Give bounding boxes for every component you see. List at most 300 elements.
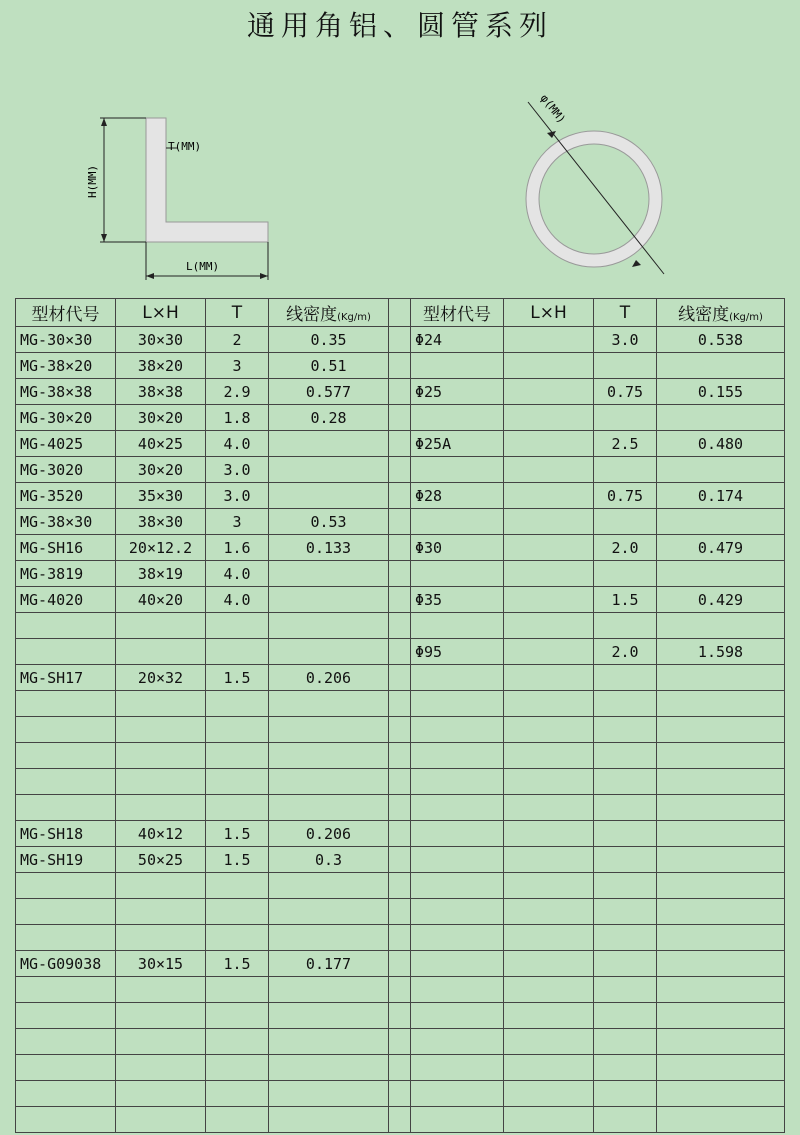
cell-code: MG-3819 (16, 561, 116, 587)
cell-t-right (594, 873, 657, 899)
cell-density-right (657, 899, 785, 925)
cell-code-right (411, 769, 504, 795)
cell-density-right (657, 509, 785, 535)
cell-lh (116, 873, 206, 899)
cell-density-right (657, 1055, 785, 1081)
cell-density (269, 457, 389, 483)
cell-code: MG-3520 (16, 483, 116, 509)
cell-t (206, 691, 269, 717)
cell-code-right: Φ25 (411, 379, 504, 405)
cell-density-right: 0.480 (657, 431, 785, 457)
table-row (16, 353, 785, 379)
table-divider (389, 1107, 411, 1133)
cell-t-right (594, 951, 657, 977)
table-divider (389, 561, 411, 587)
cell-t: 1.6 (206, 535, 269, 561)
cell-lh (116, 795, 206, 821)
cell-t (206, 1029, 269, 1055)
cell-density (269, 613, 389, 639)
cell-density-right (657, 873, 785, 899)
cell-code-right (411, 795, 504, 821)
cell-code-right (411, 977, 504, 1003)
length-label: L(MM) (186, 260, 220, 273)
cell-t-right (594, 1107, 657, 1133)
cell-code-right (411, 691, 504, 717)
cell-t-right: 2.0 (594, 535, 657, 561)
cell-code-right: Φ28 (411, 483, 504, 509)
table-divider (389, 1029, 411, 1055)
cell-t (206, 1055, 269, 1081)
header-density-right: 线密度(Kg/m) (657, 299, 785, 327)
table-divider (389, 743, 411, 769)
cell-code: MG-38×38 (16, 379, 116, 405)
round-tube-drawing (526, 102, 664, 274)
cell-density-right (657, 977, 785, 1003)
cell-lh: 35×30 (116, 483, 206, 509)
cell-code (16, 795, 116, 821)
cell-lh-right (504, 717, 594, 743)
table-divider (389, 483, 411, 509)
cell-t-right (594, 1029, 657, 1055)
cell-density-right (657, 1081, 785, 1107)
cell-density (269, 639, 389, 665)
cell-t-right (594, 1003, 657, 1029)
cell-density: 0.577 (269, 379, 389, 405)
cell-t: 3 (206, 509, 269, 535)
cell-density-right (657, 821, 785, 847)
cell-lh: 38×38 (116, 379, 206, 405)
cell-code: MG-38×30 (16, 509, 116, 535)
cell-density (269, 1107, 389, 1133)
cell-density (269, 1055, 389, 1081)
cell-density-right (657, 951, 785, 977)
cell-lh-right (504, 795, 594, 821)
cell-density (269, 587, 389, 613)
cell-density (269, 1081, 389, 1107)
cell-t-right: 0.75 (594, 379, 657, 405)
cell-lh: 40×20 (116, 587, 206, 613)
cell-code-right (411, 457, 504, 483)
cell-t (206, 795, 269, 821)
cell-lh: 38×20 (116, 353, 206, 379)
cell-density-right: 0.174 (657, 483, 785, 509)
cell-t: 2.9 (206, 379, 269, 405)
cell-lh: 38×19 (116, 561, 206, 587)
cell-lh-right (504, 1081, 594, 1107)
table-divider (389, 795, 411, 821)
cell-t: 1.5 (206, 847, 269, 873)
cell-t-right (594, 977, 657, 1003)
cell-code: MG-G09038 (16, 951, 116, 977)
table-row (16, 925, 785, 951)
cell-t: 1.5 (206, 665, 269, 691)
cell-lh-right (504, 691, 594, 717)
header-lh-right: L×H (504, 299, 594, 327)
cell-t: 4.0 (206, 561, 269, 587)
cell-density (269, 483, 389, 509)
cell-density: 0.206 (269, 665, 389, 691)
table-row (16, 405, 785, 431)
cell-lh-right (504, 977, 594, 1003)
cell-code-right (411, 1081, 504, 1107)
height-label: H(MM) (86, 164, 99, 198)
cell-t-right (594, 509, 657, 535)
cell-density-right: 1.598 (657, 639, 785, 665)
cell-density (269, 795, 389, 821)
cell-density-right (657, 847, 785, 873)
cell-density (269, 1029, 389, 1055)
cell-t (206, 743, 269, 769)
cell-lh (116, 1107, 206, 1133)
cell-t (206, 717, 269, 743)
cell-code-right (411, 561, 504, 587)
table-divider (389, 457, 411, 483)
table-divider (389, 951, 411, 977)
cell-density (269, 717, 389, 743)
table-header-row (16, 299, 785, 327)
cell-code-right (411, 743, 504, 769)
cell-lh (116, 925, 206, 951)
cell-density-right (657, 561, 785, 587)
cell-code (16, 977, 116, 1003)
cell-code-right (411, 509, 504, 535)
cell-density (269, 691, 389, 717)
cell-t-right (594, 405, 657, 431)
cell-code: MG-30×20 (16, 405, 116, 431)
table-row (16, 1055, 785, 1081)
cell-density-right: 0.479 (657, 535, 785, 561)
cell-lh (116, 1081, 206, 1107)
cell-lh-right (504, 743, 594, 769)
cell-density (269, 925, 389, 951)
cell-lh (116, 1055, 206, 1081)
header-code-right: 型材代号 (411, 299, 504, 327)
cell-lh: 30×30 (116, 327, 206, 353)
cell-code-right (411, 899, 504, 925)
cell-lh-right (504, 1029, 594, 1055)
cell-code (16, 1055, 116, 1081)
cell-code (16, 613, 116, 639)
cell-code-right (411, 1029, 504, 1055)
cell-t-right (594, 795, 657, 821)
cell-density: 0.53 (269, 509, 389, 535)
cell-code-right: Φ95 (411, 639, 504, 665)
cell-t-right (594, 743, 657, 769)
table-row (16, 795, 785, 821)
cell-code-right (411, 665, 504, 691)
cell-density-right (657, 405, 785, 431)
cell-density-right: 0.155 (657, 379, 785, 405)
cell-code-right (411, 847, 504, 873)
cell-code-right (411, 1107, 504, 1133)
cell-lh: 20×12.2 (116, 535, 206, 561)
cell-code-right (411, 925, 504, 951)
cell-density (269, 1003, 389, 1029)
cell-density-right (657, 457, 785, 483)
cell-density: 0.51 (269, 353, 389, 379)
cell-lh-right (504, 587, 594, 613)
cell-t: 3.0 (206, 483, 269, 509)
cell-lh-right (504, 509, 594, 535)
table-row (16, 691, 785, 717)
cell-t-right: 2.0 (594, 639, 657, 665)
cell-code: MG-SH16 (16, 535, 116, 561)
cell-t (206, 899, 269, 925)
cell-t (206, 639, 269, 665)
cell-t: 3 (206, 353, 269, 379)
cell-lh-right (504, 821, 594, 847)
table-row (16, 665, 785, 691)
table-row (16, 769, 785, 795)
cell-t: 4.0 (206, 587, 269, 613)
cell-density: 0.35 (269, 327, 389, 353)
cell-code-right (411, 613, 504, 639)
cell-code-right: Φ30 (411, 535, 504, 561)
cell-t-right: 3.0 (594, 327, 657, 353)
cell-code: MG-4020 (16, 587, 116, 613)
header-density: 线密度(Kg/m) (269, 299, 389, 327)
cell-density: 0.28 (269, 405, 389, 431)
cell-t-right (594, 561, 657, 587)
cell-code: MG-38×20 (16, 353, 116, 379)
cell-lh-right (504, 665, 594, 691)
cell-t (206, 1107, 269, 1133)
table-divider (389, 353, 411, 379)
cell-code (16, 743, 116, 769)
cell-code (16, 899, 116, 925)
table-divider (389, 665, 411, 691)
table-row (16, 587, 785, 613)
profile-spec-table (15, 298, 785, 1133)
cell-t-right (594, 691, 657, 717)
header-code: 型材代号 (16, 299, 116, 327)
cell-density: 0.206 (269, 821, 389, 847)
cell-t-right: 1.5 (594, 587, 657, 613)
cell-t: 1.5 (206, 951, 269, 977)
cell-density-right (657, 925, 785, 951)
cell-density: 0.133 (269, 535, 389, 561)
cell-code (16, 873, 116, 899)
table-row (16, 379, 785, 405)
table-row (16, 899, 785, 925)
cell-lh (116, 1029, 206, 1055)
table-row (16, 1107, 785, 1133)
cell-t: 3.0 (206, 457, 269, 483)
cell-density-right (657, 717, 785, 743)
table-divider (389, 821, 411, 847)
cell-lh-right (504, 457, 594, 483)
cell-lh-right (504, 847, 594, 873)
table-divider (389, 405, 411, 431)
table-row (16, 483, 785, 509)
cell-density (269, 561, 389, 587)
cell-t-right (594, 1055, 657, 1081)
cell-density-right: 0.538 (657, 327, 785, 353)
cell-code-right: Φ35 (411, 587, 504, 613)
table-row (16, 847, 785, 873)
cell-t (206, 1003, 269, 1029)
table-divider (389, 327, 411, 353)
cell-lh-right (504, 327, 594, 353)
cell-lh-right (504, 769, 594, 795)
cell-density-right (657, 613, 785, 639)
cell-lh-right (504, 639, 594, 665)
cell-t-right (594, 847, 657, 873)
table-divider (389, 977, 411, 1003)
table-row (16, 561, 785, 587)
cell-code-right (411, 1003, 504, 1029)
table-divider (389, 769, 411, 795)
cell-density-right (657, 665, 785, 691)
table-divider (389, 613, 411, 639)
cell-density-right: 0.429 (657, 587, 785, 613)
cell-density-right (657, 1029, 785, 1055)
cell-lh: 30×20 (116, 457, 206, 483)
cell-code (16, 691, 116, 717)
cell-lh: 40×12 (116, 821, 206, 847)
cell-density-right (657, 1003, 785, 1029)
cell-lh: 30×20 (116, 405, 206, 431)
cell-lh: 50×25 (116, 847, 206, 873)
table-row (16, 1081, 785, 1107)
cell-code (16, 925, 116, 951)
cell-lh (116, 899, 206, 925)
cell-t-right (594, 821, 657, 847)
cell-code (16, 1107, 116, 1133)
cell-lh (116, 639, 206, 665)
cell-density-right (657, 795, 785, 821)
cell-code-right (411, 873, 504, 899)
cell-code (16, 1029, 116, 1055)
cell-code: MG-SH17 (16, 665, 116, 691)
table-divider (389, 899, 411, 925)
cell-lh (116, 977, 206, 1003)
cell-density (269, 873, 389, 899)
table-divider (389, 1003, 411, 1029)
cell-density (269, 743, 389, 769)
cell-lh-right (504, 1107, 594, 1133)
table-row (16, 535, 785, 561)
cell-lh (116, 1003, 206, 1029)
cell-density (269, 977, 389, 1003)
cell-t (206, 1081, 269, 1107)
table-row (16, 1029, 785, 1055)
table-divider (389, 717, 411, 743)
cell-lh (116, 691, 206, 717)
cell-t-right (594, 613, 657, 639)
cell-lh (116, 769, 206, 795)
table-divider (389, 1055, 411, 1081)
cell-t (206, 873, 269, 899)
table-row (16, 743, 785, 769)
cell-t (206, 769, 269, 795)
cell-lh-right (504, 1003, 594, 1029)
cell-t: 1.5 (206, 821, 269, 847)
cell-t (206, 925, 269, 951)
table-row (16, 1003, 785, 1029)
cell-lh-right (504, 899, 594, 925)
cell-density (269, 769, 389, 795)
cell-t-right (594, 665, 657, 691)
cell-lh: 38×30 (116, 509, 206, 535)
cell-code: MG-3020 (16, 457, 116, 483)
table-divider (389, 431, 411, 457)
cell-code (16, 1081, 116, 1107)
cell-code (16, 639, 116, 665)
cell-lh-right (504, 379, 594, 405)
cell-t-right (594, 717, 657, 743)
table-row (16, 951, 785, 977)
cell-t-right (594, 457, 657, 483)
cell-code-right (411, 821, 504, 847)
diameter-label: φ(MM) (537, 91, 569, 126)
cell-t: 2 (206, 327, 269, 353)
table-divider (389, 379, 411, 405)
cell-lh-right (504, 873, 594, 899)
cell-lh-right (504, 431, 594, 457)
cell-t-right (594, 1081, 657, 1107)
table-row (16, 613, 785, 639)
cell-t-right (594, 925, 657, 951)
cell-t: 4.0 (206, 431, 269, 457)
table-row (16, 717, 785, 743)
cell-code-right: Φ25A (411, 431, 504, 457)
cell-lh (116, 717, 206, 743)
table-divider (389, 587, 411, 613)
thickness-label: T(MM) (168, 140, 202, 153)
table-row (16, 873, 785, 899)
cell-code: MG-SH19 (16, 847, 116, 873)
table-row (16, 821, 785, 847)
cell-lh-right (504, 951, 594, 977)
table-row (16, 327, 785, 353)
header-t-right: T (594, 299, 657, 327)
table-row (16, 639, 785, 665)
cell-lh: 30×15 (116, 951, 206, 977)
cell-lh-right (504, 353, 594, 379)
cell-lh: 20×32 (116, 665, 206, 691)
cell-density (269, 899, 389, 925)
table-row (16, 977, 785, 1003)
cell-density (269, 431, 389, 457)
table-divider (389, 691, 411, 717)
cell-lh: 40×25 (116, 431, 206, 457)
table-divider (389, 1081, 411, 1107)
cell-lh-right (504, 613, 594, 639)
cell-lh-right (504, 561, 594, 587)
cell-code-right (411, 1055, 504, 1081)
cell-density-right (657, 1107, 785, 1133)
cell-code-right (411, 717, 504, 743)
header-t: T (206, 299, 269, 327)
cell-lh-right (504, 1055, 594, 1081)
cell-density: 0.3 (269, 847, 389, 873)
cell-t: 1.8 (206, 405, 269, 431)
cell-density-right (657, 691, 785, 717)
cell-code: MG-30×30 (16, 327, 116, 353)
cell-lh-right (504, 405, 594, 431)
cell-density-right (657, 769, 785, 795)
table-divider (389, 509, 411, 535)
cell-lh (116, 613, 206, 639)
cell-lh-right (504, 535, 594, 561)
cell-lh-right (504, 925, 594, 951)
cell-lh (116, 743, 206, 769)
cell-code-right (411, 405, 504, 431)
table-divider (389, 873, 411, 899)
cell-t-right (594, 899, 657, 925)
table-divider (389, 925, 411, 951)
